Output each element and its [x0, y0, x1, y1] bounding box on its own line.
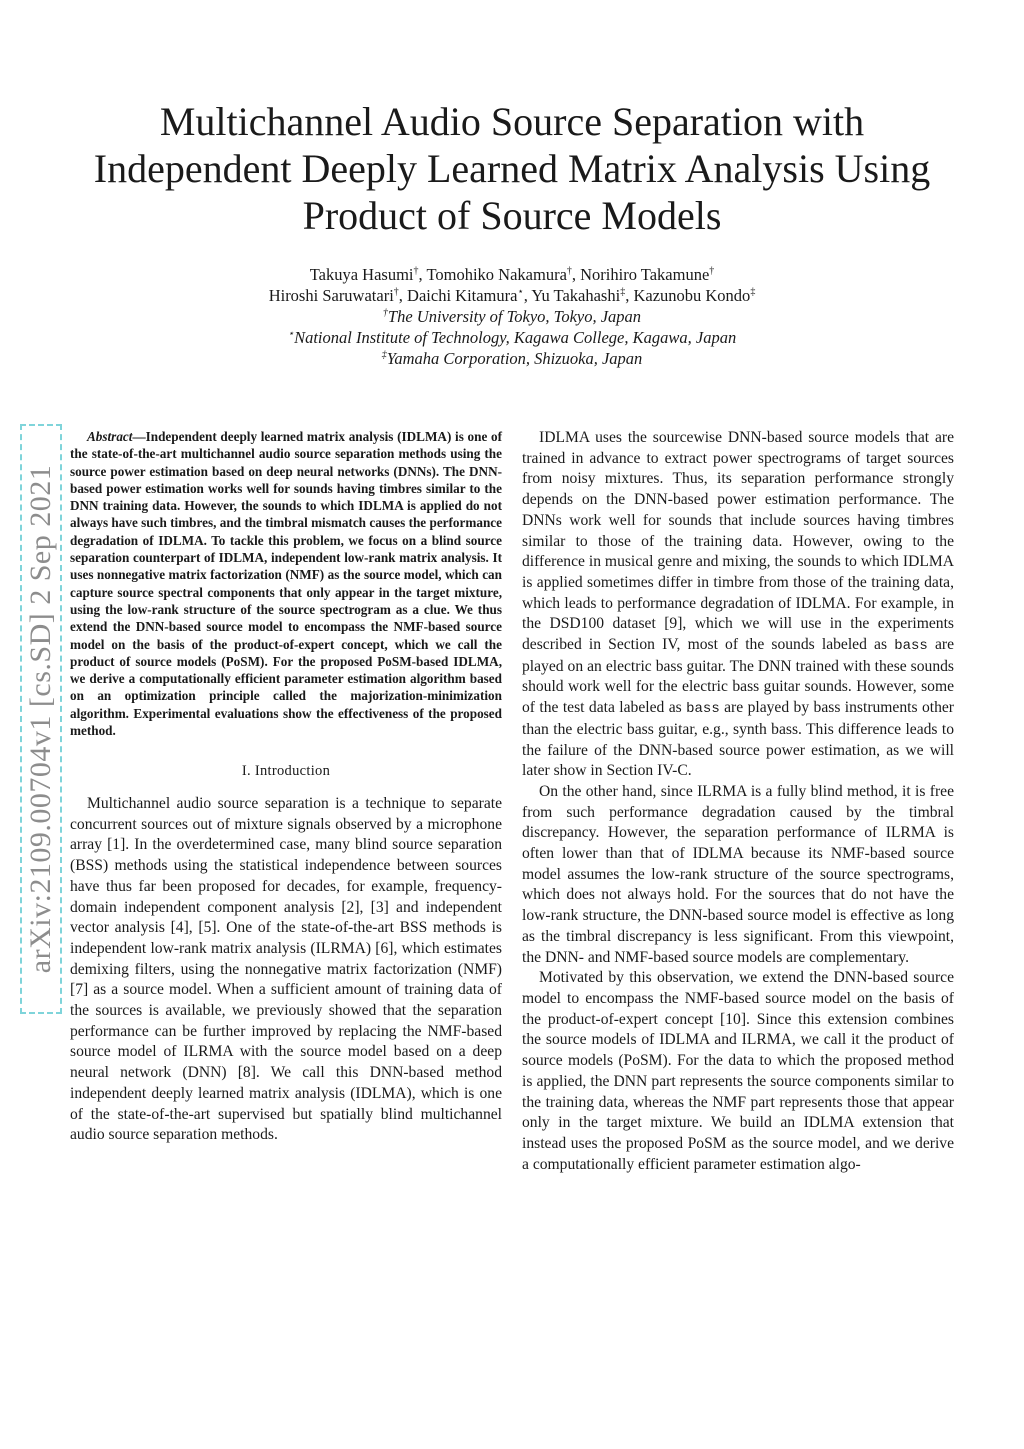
arxiv-identifier-stamp	[20, 424, 62, 1014]
code-term: bass	[686, 701, 720, 718]
code-term: bass	[894, 638, 928, 655]
author-line-2: Hiroshi Saruwatari†, Daichi Kitamura⋆, Yu Takahashi‡, Kazunobu Kondo‡	[268, 286, 756, 305]
affiliation: †The University of Tokyo, Tokyo, Japan	[382, 307, 642, 326]
author-line-1: Takuya Hasumi†, Tomohiko Nakamura†, Norihiro Takamune†	[309, 265, 715, 284]
abstract	[70, 428, 502, 739]
paper-title: Multichannel Audio Source Separation with Independent Deeply Learned Matrix Analysis Using Product of Source Models	[93, 99, 931, 238]
affiliation: ‡Yamaha Corporation, Shizuoka, Japan	[381, 349, 643, 368]
left-column	[70, 428, 502, 1146]
author-name: Kazunobu Kondo	[633, 286, 751, 305]
body-paragraph: IDLMA uses the sourcewise DNN-based source models that are trained in advance to extract power spectrograms of target sources from noisy mixtures. Thus, its separation performance strongly depends on the DNN-based power estimation performance. The DNNs work well for sounds that include sources having timbres similar to those of the training data. However, owing to the difference in musical genre and mixing, the sounds to which IDLMA is applied sometimes differ in timbre from those of the training data, which leads to performance degradation of IDLMA. For example, in the DSD100 dataset [9], which we will use in the experiments described in Section IV, most of the sounds labeled as bass are played on an electric bass guitar. The DNN trained with these sounds should work well for the electric bass guitar sounds. However, some of the test data labeled as bass are played by bass instruments other than the electric bass guitar, e.g., synth bass. This difference leads to the failure of the DNN-based source power estimation, as we will later show in Section IV-C.	[522, 429, 954, 780]
author-name: Tomohiko Nakamura	[426, 265, 567, 284]
section-heading: I. Introduction	[241, 763, 331, 780]
affiliation: ⋆National Institute of Technology, Kagawa College, Kagawa, Japan	[287, 328, 737, 347]
abstract-label: Abstract	[87, 429, 133, 444]
body-paragraph: On the other hand, since ILRMA is a fully blind method, it is free from such performance degradation caused by the timbral discrepancy. However, the separation performance of ILRMA is often lower than that of IDLMA because its NMF-based source model assumes the low-rank structure of the source spectrograms, which does not always hold. For the sources that do not have the low-rank structure, the DNN-based source model is effective as long as the timbral discrepancy is less significant. From this viewpoint, the DNN- and NMF-based source models are complementary.	[522, 782, 954, 966]
intro-paragraph: Multichannel audio source separation is a technique to separate concurrent sources out of mixture signals observed by a microphone array [1]. In the overdetermined case, many blind source separation (BSS) methods using the statistical independence between sources have thus far been proposed for decades, for example, frequency-domain independent component analysis [2], [3] and independent vector analysis [4], [5]. One of the state-of-the-art BSS methods is independent low-rank matrix analysis (ILRMA) [6], which estimates demixing filters, using the nonnegative matrix factorization (NMF) [7] as a source model. When a sufficient amount of training data of the sources is available, we previously showed that the separation performance can be further improved by replacing the NMF-based source model of ILRMA with the source model based on a deep neural network (DNN) [8]. We call this DNN-based method independent deeply learned matrix analysis (IDLMA), which is one of the state-of-the-art supervised but spatially blind multichannel audio source separation methods.	[70, 795, 502, 1144]
author-name: Hiroshi Saruwatari	[268, 286, 394, 305]
right-column	[522, 428, 954, 1175]
author-name: Yu Takahashi	[531, 286, 621, 305]
arxiv-identifier: arXiv:2109.00704v1 [cs.SD] 2 Sep 2021	[24, 464, 57, 974]
author-name: Takuya Hasumi	[309, 265, 414, 284]
abstract-text: —Independent deeply learned matrix analysis (IDLMA) is one of the state-of-the-art multichannel audio source separation methods using the source power estimation based on deep neural networks (DNNs). The DNN-based power estimation works well for sounds having timbres similar to the DNN training data. However, the sounds to which IDLMA is applied do not always have such timbres, and the timbral mismatch causes the performance degradation of IDLMA. To tackle this problem, we focus on a blind source separation counterpart of IDLMA, independent low-rank matrix analysis. It uses nonnegative matrix factorization (NMF) as the source model, which can capture source spectral components that only appear in the target mixture, using the low-rank structure of the source spectrogram as a clue. We thus extend the DNN-based source model to encompass the NMF-based source model on the basis of the product-of-expert concept, which we call the product of source models (PoSM). For the proposed PoSM-based IDLMA, we derive a computationally efficient parameter estimation algorithm based on an optimization principle called the majorization-minimization algorithm. Experimental evaluations show the effectiveness of the proposed method.	[70, 429, 502, 739]
author-name: Daichi Kitamura	[407, 286, 518, 305]
author-name: Norihiro Takamune	[580, 265, 710, 284]
body-paragraph: Motivated by this observation, we extend the DNN-based source model to encompass the NMF-based source model on the basis of the product-of-expert concept [10]. Since this extension combines the source models of IDLMA and ILRMA, we call it the product of source models (PoSM). For the data to which the proposed method is applied, the DNN part represents the source components similar to the training data, whereas the NMF part represents those that appear only in the target mixture. We build an IDLMA extension that instead uses the proposed PoSM as the source model, and we derive a computationally efficient parameter estimation algo-	[522, 969, 954, 1173]
author-block	[100, 264, 924, 369]
